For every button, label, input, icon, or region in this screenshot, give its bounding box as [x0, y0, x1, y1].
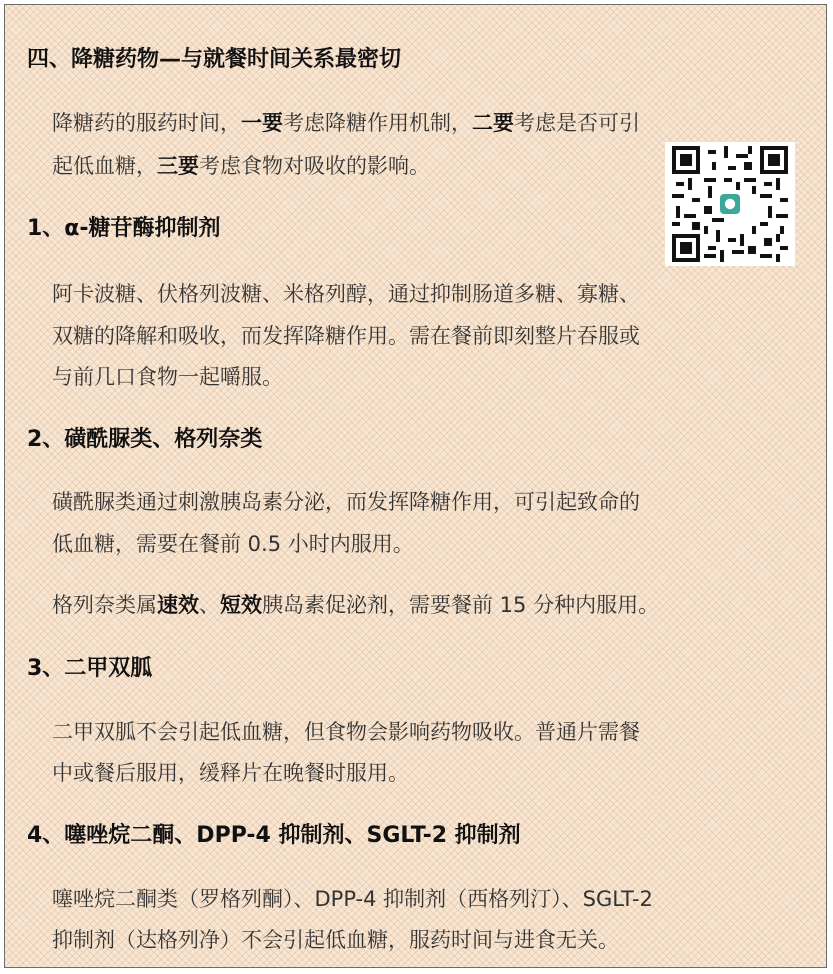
section-2-text: 格列奈类属	[52, 593, 157, 617]
section-2-line-1: 磺酰脲类通过刺激胰岛素分泌，而发挥降糖作用，可引起致命的	[52, 490, 640, 514]
qr-code[interactable]	[665, 142, 795, 266]
intro-text: 考虑降糖作用机制，	[283, 111, 472, 135]
section-2-line-2: 低血糖，需要在餐前 0.5 小时内服用。	[52, 532, 414, 556]
section-1-line-2: 双糖的降解和吸收，而发挥降糖作用。需在餐前即刻整片吞服或	[52, 324, 640, 348]
intro-text: 降糖药的服药时间，	[52, 111, 241, 135]
section-1-line-1: 阿卡波糖、伏格列波糖、米格列醇，通过抑制肠道多糖、寡糖、	[52, 282, 640, 306]
intro-emphasis: 一要	[241, 111, 283, 135]
section-2-title: 2、磺酰脲类、格列奈类	[27, 427, 263, 452]
section-3-title: 3、二甲双胍	[27, 656, 153, 681]
intro-text: 起低血糖，	[52, 154, 157, 178]
intro-line-1	[52, 103, 640, 144]
section-2-text: 、	[199, 593, 220, 617]
section-2-emphasis: 短效	[220, 593, 262, 617]
intro-text: 考虑是否可引	[514, 111, 640, 135]
section-2-emphasis: 速效	[157, 593, 199, 617]
section-2-text: 胰岛素促泌剂，需要餐前 15 分种内服用。	[262, 593, 660, 617]
intro-emphasis: 二要	[472, 111, 514, 135]
section-heading-main: 四、降糖药物—与就餐时间关系最密切	[27, 47, 402, 72]
intro-emphasis: 三要	[157, 154, 199, 178]
section-3-line-1: 二甲双胍不会引起低血糖，但食物会影响药物吸收。普通片需餐	[52, 720, 640, 744]
intro-text: 考虑食物对吸收的影响。	[199, 154, 430, 178]
section-4-line-2: 抑制剂（达格列净）不会引起低血糖，服药时间与进食无关。	[52, 928, 619, 952]
section-1-line-3: 与前几口食物一起嚼服。	[52, 365, 283, 389]
section-2-line-3	[52, 585, 659, 626]
qr-code-icon	[672, 146, 788, 262]
section-4-line-1: 噻唑烷二酮类（罗格列酮）、DPP-4 抑制剂（西格列汀）、SGLT-2	[52, 887, 653, 911]
section-4-title: 4、噻唑烷二酮、DPP-4 抑制剂、SGLT-2 抑制剂	[27, 823, 521, 848]
section-1-title: 1、α-糖苷酶抑制剂	[27, 216, 221, 241]
section-3-line-2: 中或餐后服用，缓释片在晚餐时服用。	[52, 761, 409, 785]
intro-line-2	[52, 146, 430, 187]
